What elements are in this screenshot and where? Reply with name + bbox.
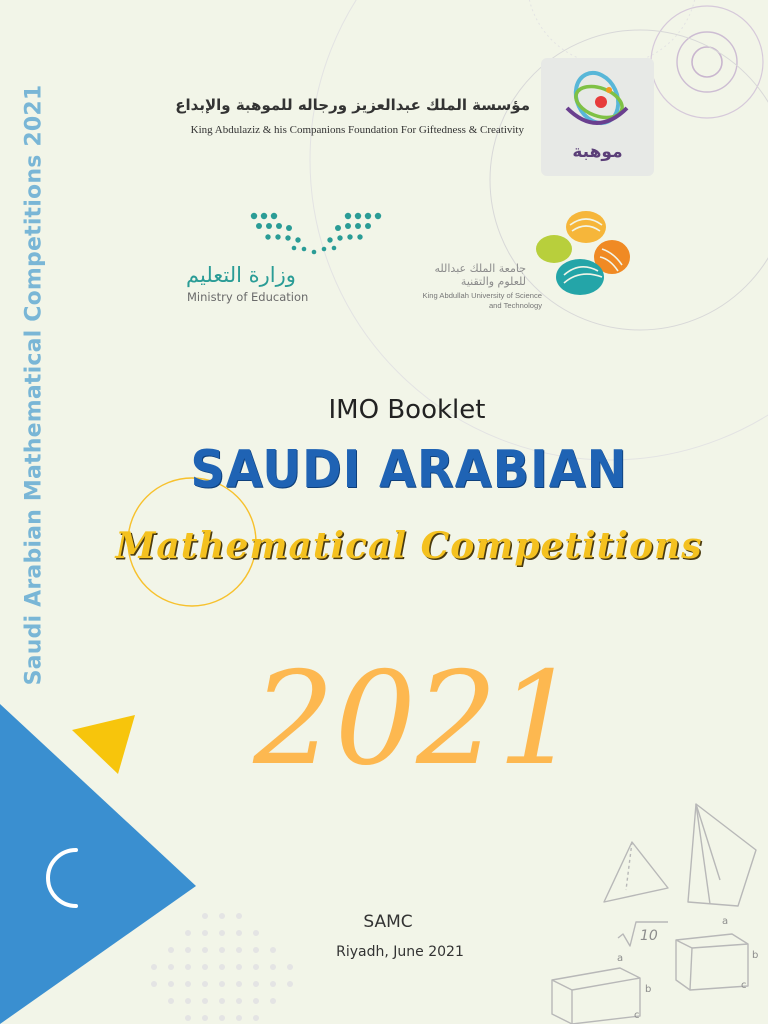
side-title-text: Saudi Arabian Mathematical Competitions 2021 <box>21 84 47 686</box>
year: 2021 <box>253 645 579 794</box>
cuboid-sketch <box>552 968 640 1024</box>
booklet-label: IMO Booklet <box>328 395 486 425</box>
tetrahedron-sketch <box>604 842 668 902</box>
edge-label-a: a <box>722 916 729 927</box>
foundation-english-name: King Abdulaziz & his Companions Foundation For Giftedness & Creativity <box>190 124 524 136</box>
moe-english-name: Ministry of Education <box>187 290 309 304</box>
organizer: SAMC <box>363 912 413 932</box>
edge-label-c: c <box>634 1010 640 1021</box>
kaust-arabic-name: جامعة الملك عبدالله للعلوم والتقنية <box>434 262 526 288</box>
mawhiba-arabic-text: موهبة <box>572 142 623 162</box>
subtitle: Mathematical Competitions <box>115 525 703 567</box>
main-title: SAUDI ARABIAN <box>190 440 628 500</box>
pyramid-sketch <box>688 804 756 906</box>
edge-label-b: b <box>645 984 652 995</box>
concentric-circle-outer <box>651 6 763 118</box>
moe-arabic-name: وزارة التعليم <box>186 263 296 287</box>
sqrt-value-label: 10 <box>640 928 658 944</box>
concentric-circle-middle <box>677 32 737 92</box>
place-and-date: Riyadh, June 2021 <box>336 944 464 960</box>
kaust-logo-icon <box>530 205 634 301</box>
kaust-english-name: King Abdullah University of Science and Technology <box>422 291 542 310</box>
edge-label-b: b <box>752 950 759 961</box>
moe-dots-logo-icon <box>248 210 382 256</box>
edge-label-c: c <box>741 980 747 991</box>
foundation-arabic-name: مؤسسة الملك عبدالعزيز ورجاله للموهبة والإبداع <box>175 96 530 114</box>
edge-label-a: a <box>617 953 624 964</box>
mawhiba-logo-icon <box>541 58 654 148</box>
cube-sketch <box>676 934 748 990</box>
mawhiba-logo <box>541 58 654 176</box>
